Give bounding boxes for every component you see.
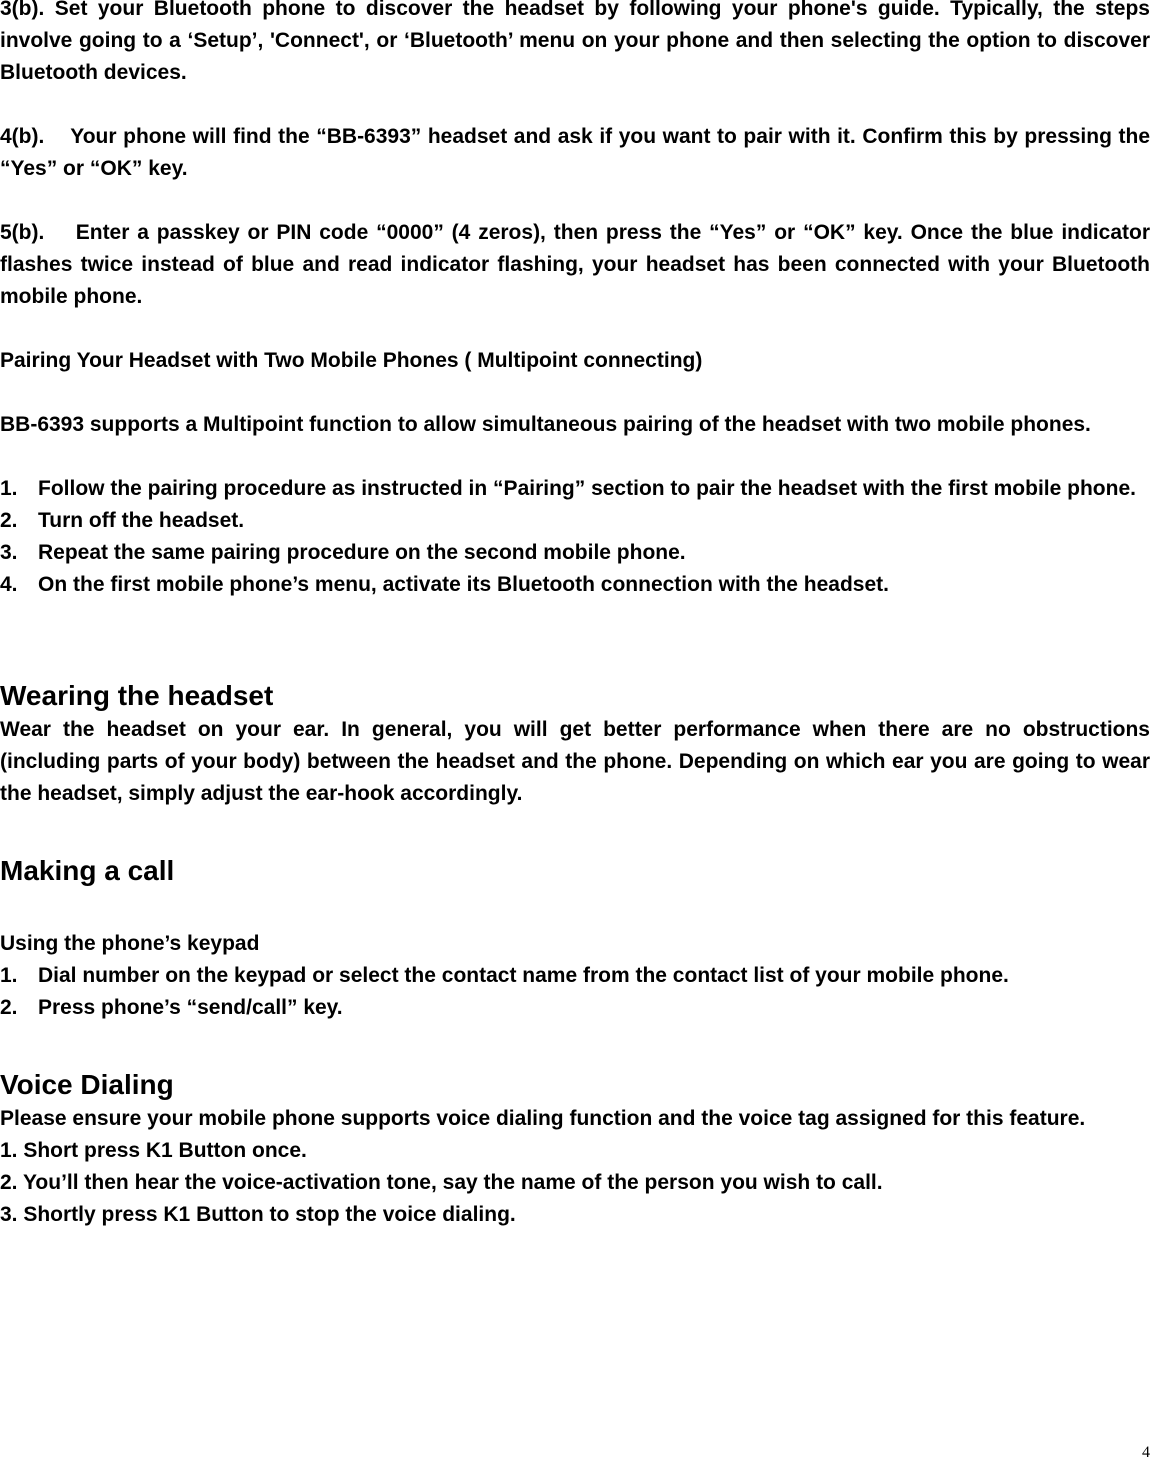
list-item — [0, 473, 1150, 505]
list-item — [0, 537, 1150, 569]
making-call-heading: Making a call — [0, 855, 175, 886]
voice-dialing-heading: Voice Dialing — [0, 1069, 174, 1100]
list-item — [0, 569, 1150, 601]
list-item — [0, 960, 1150, 992]
voice-step: 2. You’ll then hear the voice-activation tone, say the name of the person you wish to call. — [0, 1171, 883, 1194]
list-number: 2. — [0, 509, 18, 532]
list-text: Turn off the headset. — [38, 509, 245, 532]
wearing-heading: Wearing the headset — [0, 680, 274, 711]
list-number: 3. — [0, 541, 18, 564]
list-text: Dial number on the keypad or select the contact name from the contact list of your mobile phone. — [38, 964, 1009, 987]
multipoint-title: Pairing Your Headset with Two Mobile Phones ( Multipoint connecting) — [0, 349, 703, 372]
list-number: 1. — [0, 477, 18, 500]
page-number: 4 — [1142, 1444, 1150, 1461]
list-number: 1. — [0, 964, 18, 987]
step-5b — [0, 217, 1150, 313]
list-item — [0, 505, 1150, 537]
keypad-subheading: Using the phone’s keypad — [0, 932, 260, 955]
list-item — [0, 992, 1150, 1024]
list-text: Press phone’s “send/call” key. — [38, 996, 343, 1019]
step-text: Your phone will find the “BB-6393” headset and ask if you want to pair with it. Confirm this by pressing the “Yes” or “OK” key. — [0, 125, 1150, 180]
step-label: 5(b). — [0, 221, 45, 244]
step-label: 3(b). — [0, 0, 45, 20]
list-number: 4. — [0, 573, 18, 596]
step-label: 4(b). — [0, 125, 45, 148]
voice-step: 1. Short press K1 Button once. — [0, 1139, 307, 1162]
list-text: Follow the pairing procedure as instructed in “Pairing” section to pair the headset with the first mobile phone. — [38, 477, 1136, 500]
list-number: 2. — [0, 996, 18, 1019]
voice-step: 3. Shortly press K1 Button to stop the voice dialing. — [0, 1203, 516, 1226]
multipoint-steps — [0, 473, 1150, 601]
multipoint-intro: BB-6393 supports a Multipoint function to allow simultaneous pairing of the headset with two mobile phones. — [0, 413, 1091, 436]
list-text: On the first mobile phone’s menu, activate its Bluetooth connection with the headset. — [38, 573, 889, 596]
step-text: Enter a passkey or PIN code “0000” (4 zeros), then press the “Yes” or “OK” key. Once the blue indicator flashes twice instead of blue and read indicator flashing, your headset has been connected with your Bluetooth mobile phone. — [0, 221, 1150, 308]
step-4b — [0, 121, 1150, 185]
step-3b — [0, 0, 1150, 89]
step-text: Set your Bluetooth phone to discover the headset by following your phone's guide. Typically, the steps involve going to a ‘Setup’, 'Connect', or ‘Bluetooth’ menu on your phone and then selecting the option to discover Bluetooth devices. — [0, 0, 1150, 84]
voice-dialing-intro: Please ensure your mobile phone supports voice dialing function and the voice tag assigned for this feature. — [0, 1107, 1086, 1130]
wearing-body: Wear the headset on your ear. In general, you will get better performance when there are no obstructions (including parts of your body) between the headset and the phone. Depending on which ear you are going to wear the headset, simply adjust the ear-hook accordingly. — [0, 718, 1150, 805]
list-text: Repeat the same pairing procedure on the second mobile phone. — [38, 541, 686, 564]
making-call-steps — [0, 960, 1150, 1024]
